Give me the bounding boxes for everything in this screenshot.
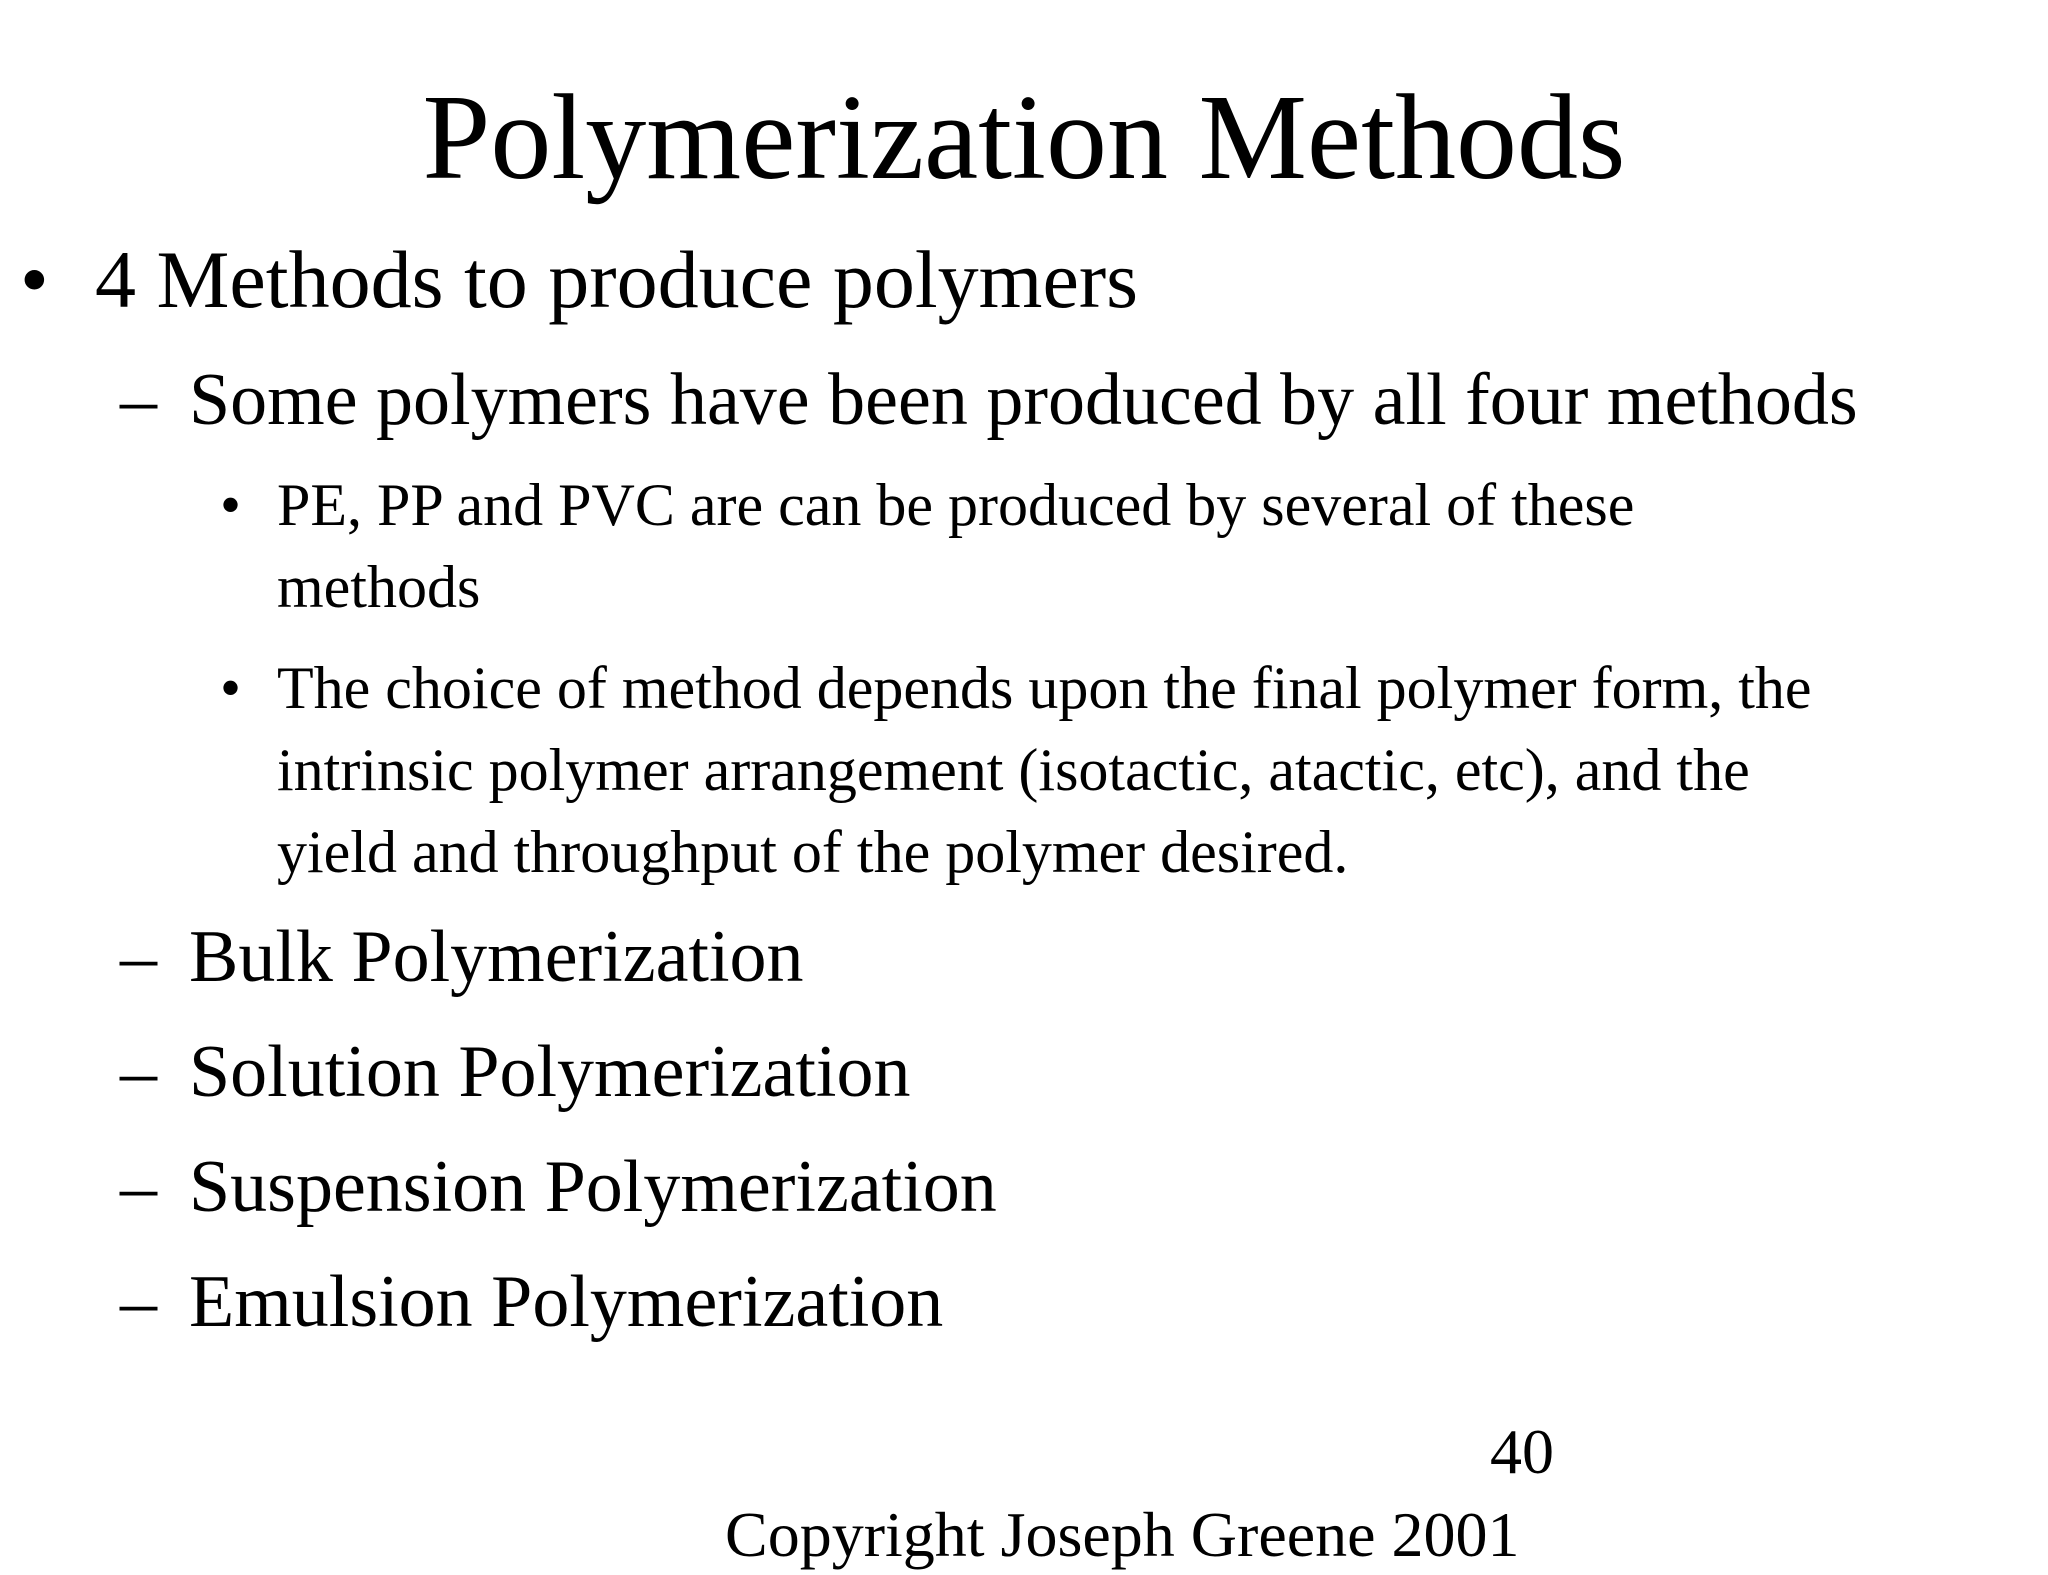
sub-item-text: Some polymers have been produced by all four methods	[189, 359, 1858, 441]
dash-marker: –	[120, 1146, 157, 1228]
bullet-text: 4 Methods to produce polymers	[95, 234, 1139, 325]
page-number: 40	[1490, 1416, 1554, 1487]
sub-item-text: Bulk Polymerization	[189, 916, 804, 998]
slide-title: Polymerization Methods	[422, 70, 1626, 205]
subsub-text-line: methods	[277, 554, 481, 620]
subsub-text-line: yield and throughput of the polymer desired.	[277, 819, 1349, 885]
subsub-text-line: intrinsic polymer arrangement (isotactic, atactic, etc), and the	[277, 737, 1750, 803]
dash-marker: –	[120, 916, 157, 998]
subsub-text-line: The choice of method depends upon the final polymer form, the	[277, 655, 1812, 721]
sub-item-text: Solution Polymerization	[189, 1031, 911, 1113]
sub-item-text: Suspension Polymerization	[189, 1146, 997, 1228]
copyright-footer: Copyright Joseph Greene 2001	[725, 1499, 1520, 1570]
subsub-text-line: PE, PP and PVC are can be produced by several of these	[277, 472, 1635, 538]
dash-marker: –	[120, 1031, 157, 1113]
dash-marker: –	[120, 359, 157, 441]
small-bullet-marker: •	[220, 655, 242, 721]
bullet-marker: •	[20, 234, 49, 325]
sub-item-text: Emulsion Polymerization	[189, 1261, 944, 1343]
dash-marker: –	[120, 1261, 157, 1343]
small-bullet-marker: •	[220, 472, 242, 538]
